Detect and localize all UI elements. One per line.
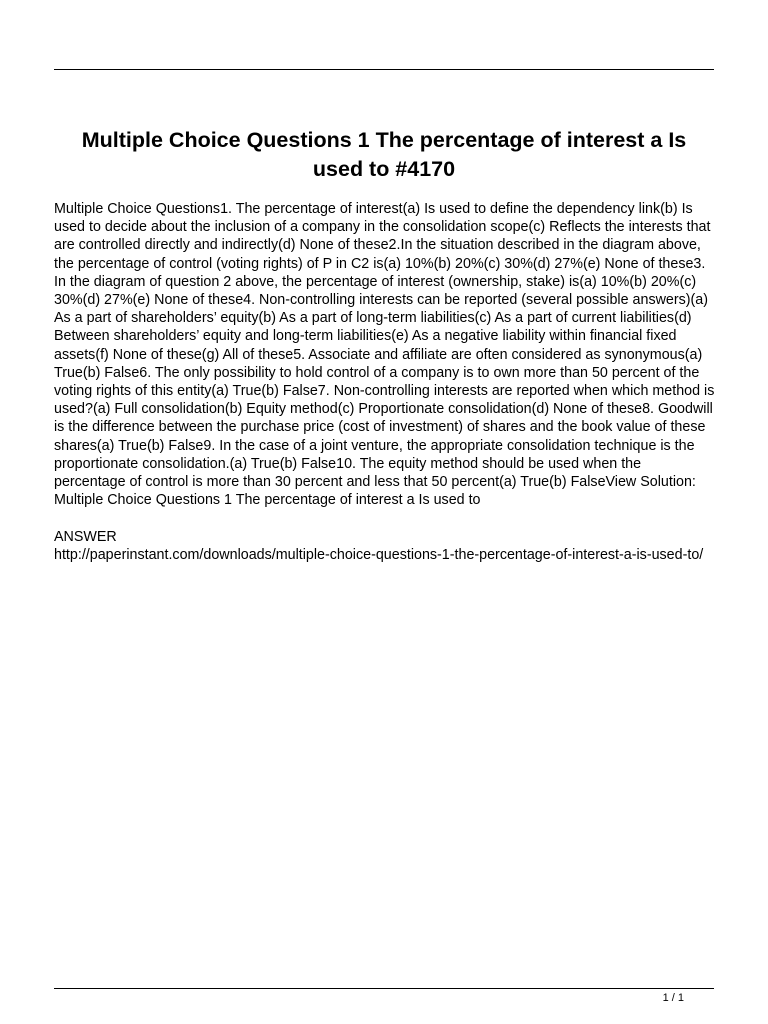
document-body	[54, 200, 716, 564]
repeat-title-line: Multiple Choice Questions 1 The percentage of interest a Is used to	[54, 492, 481, 509]
document-title: Multiple Choice Questions 1 The percentage of interest a Is used to #4170	[81, 128, 687, 181]
answer-label: ANSWER	[54, 528, 117, 545]
top-divider	[54, 69, 714, 70]
answer-url-link[interactable]: http://paperinstant.com/downloads/multiple-choice-questions-1-the-percentage-of-interest-a-is-used-to/	[54, 546, 704, 563]
blank-line	[54, 509, 716, 527]
bottom-divider	[54, 988, 714, 989]
questions-paragraph: Multiple Choice Questions1. The percentage of interest(a) Is used to define the dependency link(b) Is used to decide about the inclusion of a company in the consolidation scope(c) Reflects the interests that are controlled directly and indirectly(d) None of these2.In the situation described in the diagram above, the percentage of control (voting rights) of P in C2 is(a) 10%(b) 20%(c) 30%(d) 27%(e) None of these3. In the diagram of question 2 above, the percentage of interest (ownership, stake) is(a) 10%(b) 20%(c) 30%(d) 27%(e) None of these4. Non-controlling interests can be reported (several possible answers)(a) As a part of shareholders’ equity(b) As a part of long-term liabilities(c) As a part of current liabilities(d) Between shareholders’ equity and long-term liabilities(e) As a negative liability within financial fixed assets(f) None of these(g) All of these5. Associate and affiliate are often considered as synonymous(a) True(b) False6. The only possibility to hold control of a company is to own more than 50 percent of the voting rights of this entity(a) True(b) False7. Non-controlling interests are reported when which method is used?(a) Full consolidation(b) Equity method(c) Proportionate consolidation(d) None of these8. Goodwill is the difference between the purchase price (cost of investment) of shares and the book value of these shares(a) True(b) False9. In the case of a joint venture, the appropriate consolidation technique is the proportionate consolidation.(a) True(b) False10. The equity method should be used when the percentage of control is more than 30 percent and less that 50 percent(a) True(b) FalseView Solution:	[54, 201, 715, 491]
page-indicator: 1 / 1	[662, 992, 684, 1004]
